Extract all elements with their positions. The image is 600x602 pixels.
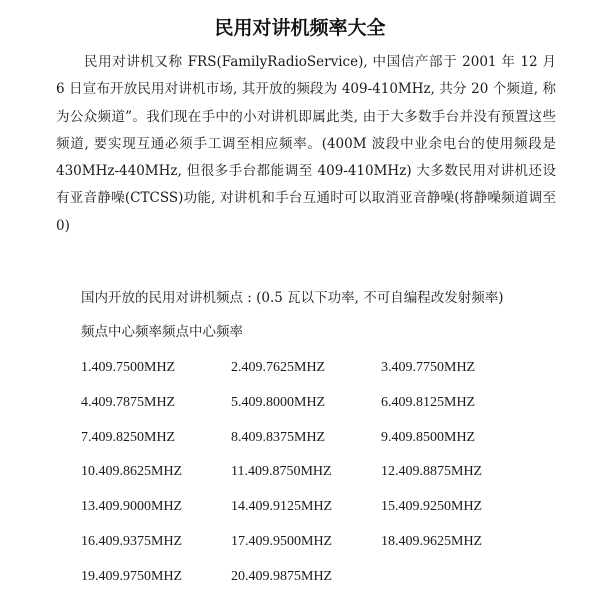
- frequency-item: 7.409.8250MHZ: [81, 429, 176, 445]
- frequency-item: 18.409.9625MHZ: [381, 533, 483, 549]
- frequency-item: 3.409.7750MHZ: [381, 360, 476, 375]
- frequency-item: 4.409.7875MHZ: [81, 394, 176, 410]
- frequency-grid: [81, 358, 531, 602]
- frequency-item: 2.409.7625MHZ: [231, 360, 326, 375]
- frequency-item: 13.409.9000MHZ: [81, 499, 183, 515]
- frequency-item: 6.409.8125MHZ: [381, 394, 476, 410]
- frequency-item: 17.409.9500MHZ: [231, 533, 333, 549]
- document-title: 民用对讲机频率大全: [214, 17, 386, 39]
- frequency-item: 12.409.8875MHZ: [381, 464, 483, 480]
- frequency-item: 11.409.8750MHZ: [231, 464, 332, 480]
- frequency-item: 14.409.9125MHZ: [231, 499, 333, 515]
- frequency-item: 20.409.9875MHZ: [231, 568, 333, 584]
- frequency-item: 16.409.9375MHZ: [81, 533, 183, 549]
- frequency-item: 5.409.8000MHZ: [231, 394, 326, 410]
- frequency-column-heading: 频点中心频率频点中心频率: [81, 324, 243, 340]
- frequency-item: 19.409.9750MHZ: [81, 568, 183, 584]
- intro-paragraph: 民用对讲机又称 FRS(FamilyRadioService), 中国信产部于 2001 年 12 月 6 日宣布开放民用对讲机市场, 其开放的频段为 409-410MHz, 共分 20 个频道, 称为公众频道”。我们现在手中的小对讲机即属此类, 由于大多数手台并没有预置这些频道, 要实现互通必须手工调至相应频率。(400M 波段中业余电台的使用频段是 430MHz-440MHz, 但很多手台都能调至 409-410MHz) 大多数民用对讲机还设有亚音静噪(CTCSS)功能, 对讲机和手台互通时可以取消亚音静噪(将静噪频道调至 0): [56, 54, 556, 234]
- frequency-item: 9.409.8500MHZ: [381, 429, 476, 445]
- frequency-item: 10.409.8625MHZ: [81, 464, 183, 480]
- frequency-item: 15.409.9250MHZ: [381, 499, 483, 515]
- frequency-item: 8.409.8375MHZ: [231, 429, 326, 445]
- frequency-item: 1.409.7500MHZ: [81, 360, 176, 375]
- frequency-list-heading: 国内开放的民用对讲机频点 : (0.5 瓦以下功率, 不可自编程改发射频率): [81, 290, 504, 306]
